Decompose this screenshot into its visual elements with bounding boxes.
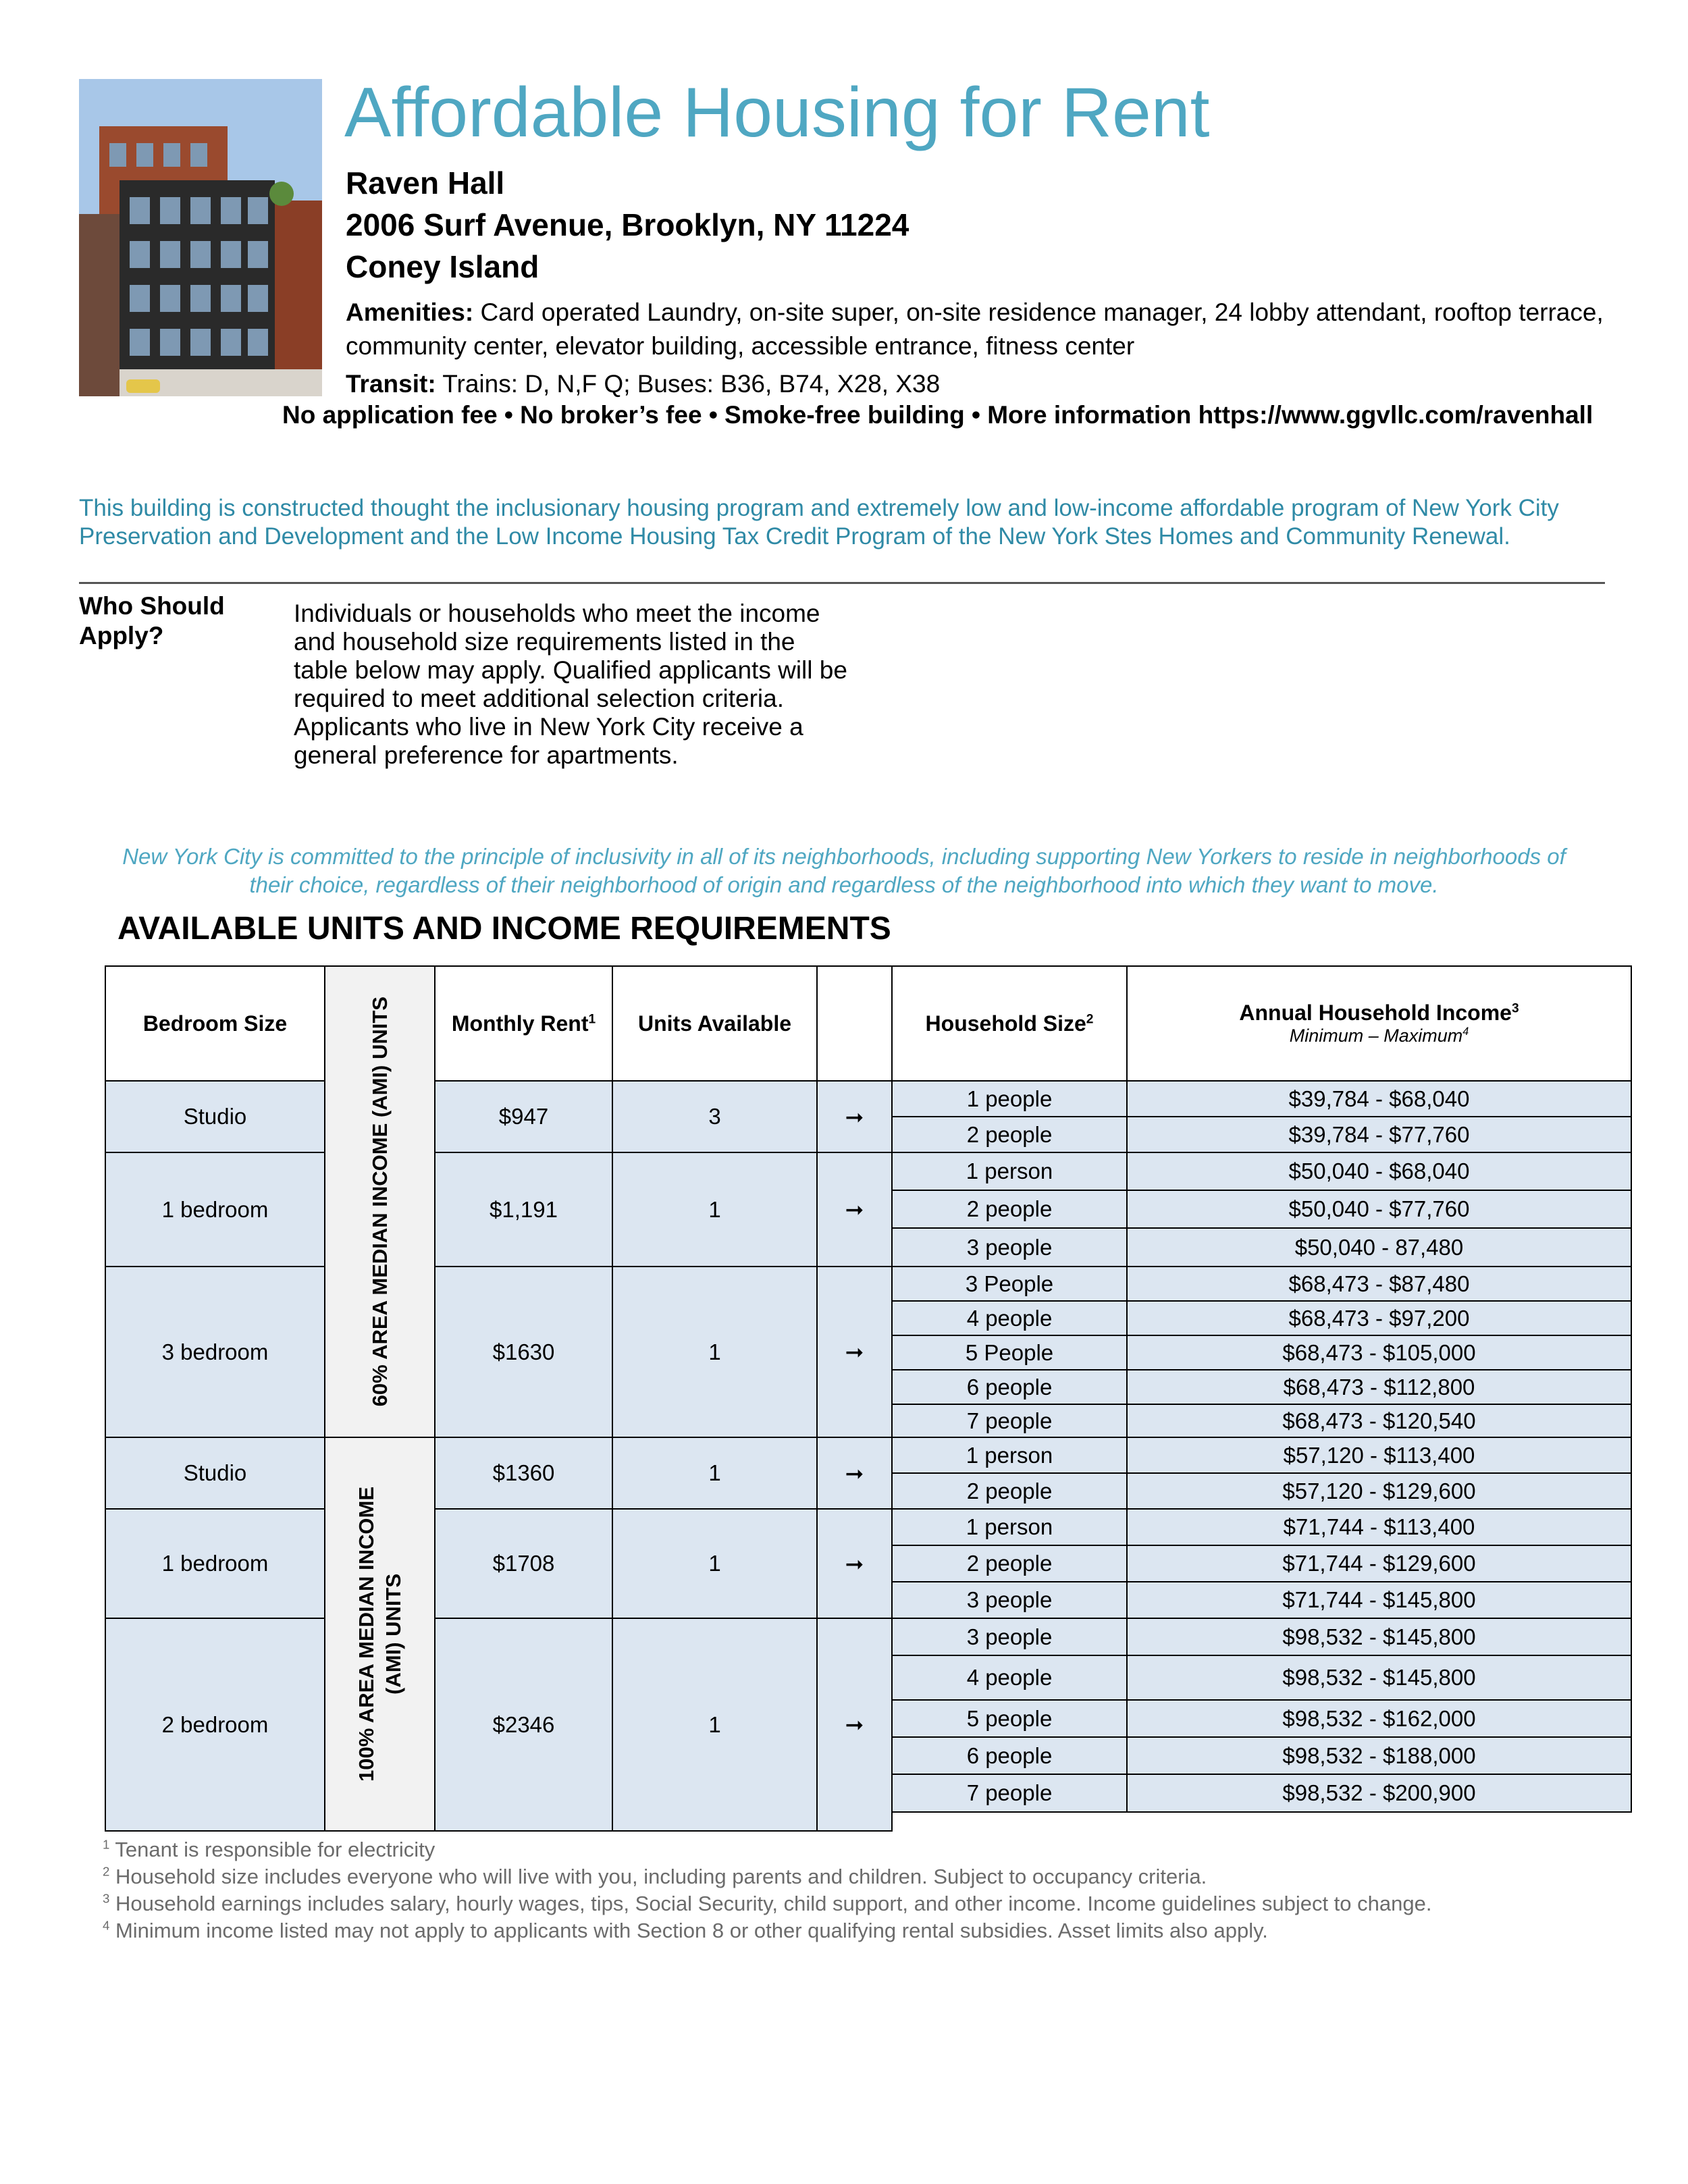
income-range-value: $98,532 - $200,900 <box>1282 1780 1476 1805</box>
income-range-cell <box>1126 1655 1632 1701</box>
monthly-rent-value: $1360 <box>492 1460 555 1485</box>
income-range-value: $68,473 - $112,800 <box>1283 1374 1475 1400</box>
monthly-rent-cell <box>434 1618 613 1832</box>
household-size-value: 7 people <box>966 1780 1053 1805</box>
income-range-value: $98,532 - $145,800 <box>1282 1665 1476 1690</box>
income-range-value: $57,120 - $129,600 <box>1282 1478 1476 1503</box>
income-range-cell <box>1126 1152 1632 1191</box>
header-units-available-label: Units Available <box>637 1011 792 1036</box>
household-size-cell <box>891 1190 1128 1229</box>
units-available-cell <box>612 1152 818 1267</box>
bedroom-size-cell <box>105 1437 325 1510</box>
household-size-cell <box>891 1699 1128 1738</box>
monthly-rent-text: Monthly Rent <box>451 1011 589 1036</box>
bedroom-size-value: 1 bedroom <box>161 1196 269 1222</box>
footnote-4 <box>103 1917 1656 1944</box>
household-size-cell <box>891 1774 1128 1813</box>
footnote-number: 3 <box>103 1891 110 1906</box>
income-range-value: $57,120 - $113,400 <box>1283 1442 1475 1468</box>
bedroom-size-value: 1 bedroom <box>161 1551 269 1576</box>
footnote-text: Tenant is responsible for electricity <box>115 1838 436 1861</box>
household-size-footnote-ref: 2 <box>1086 1011 1094 1026</box>
household-size-value: 3 people <box>966 1234 1053 1260</box>
income-range-value: $50,040 - $77,760 <box>1288 1196 1470 1221</box>
bedroom-size-cell <box>105 1618 325 1832</box>
building-address: 2006 Surf Avenue, Brooklyn, NY 11224 <box>346 207 909 242</box>
ami-100-label-line1: 100% AREA MEDIAN INCOME <box>354 1487 378 1782</box>
right-arrow-icon: ➞ <box>845 1104 864 1129</box>
income-range-cell <box>1126 1774 1632 1813</box>
footnote-number: 2 <box>103 1864 110 1879</box>
income-range-cell <box>1126 1545 1632 1582</box>
arrow-cell <box>816 1152 893 1267</box>
header-bedroom-size-label: Bedroom Size <box>142 1011 288 1036</box>
bedroom-size-value: Studio <box>183 1460 247 1485</box>
units-section-title: AVAILABLE UNITS AND INCOME REQUIREMENTS <box>117 911 891 947</box>
bedroom-size-value: 3 bedroom <box>161 1339 269 1364</box>
ami-60-label: 60% AREA MEDIAN INCOME (AMI) UNITS <box>367 996 392 1407</box>
footnotes <box>103 1836 1656 1944</box>
income-range-value: $68,473 - $105,000 <box>1282 1339 1476 1365</box>
header-annual-income-label <box>1239 1001 1519 1026</box>
monthly-rent-value: $1708 <box>492 1551 555 1576</box>
monthly-rent-value: $2346 <box>492 1711 555 1737</box>
footnote-text: Minimum income listed may not apply to applicants with Section 8 or other qualifying rental subsidies. Asset limits also apply. <box>115 1919 1268 1942</box>
monthly-rent-cell <box>434 1508 613 1619</box>
monthly-rent-footnote-ref: 1 <box>588 1011 596 1026</box>
income-range-value: $39,784 - $77,760 <box>1288 1121 1470 1147</box>
household-size-value: 2 people <box>966 1551 1053 1576</box>
income-range-cell <box>1126 1618 1632 1656</box>
household-size-value: 3 People <box>965 1271 1054 1296</box>
income-range-value: $98,532 - $188,000 <box>1282 1742 1476 1768</box>
amenities-text: Card operated Laundry, on-site super, on-site residence manager, 24 lobby attendant, rooftop terrace, community center, elevator building, accessible entrance, fitness center <box>346 298 1604 360</box>
right-arrow-icon: ➞ <box>845 1551 864 1576</box>
bedroom-size-value: 2 bedroom <box>161 1711 269 1737</box>
transit-text: Trains: D, N,F Q; Buses: B36, B74, X28, X38 <box>442 370 941 398</box>
household-size-cell <box>891 1655 1128 1701</box>
transit-label: Transit: <box>346 370 436 398</box>
arrow-cell <box>816 1437 893 1510</box>
units-available-value: 1 <box>708 1460 721 1485</box>
program-description: This building is constructed thought the inclusionary housing program and extremely low and low-income affordable program of New York City Preservation and Development and the Low Income Housing Tax Credit Program of the New York Stes Homes and Community Renewal. <box>79 495 1559 550</box>
income-range-value: $50,040 - $68,040 <box>1288 1158 1470 1183</box>
income-range-value: $71,744 - $129,600 <box>1282 1551 1476 1576</box>
amenities-label: Amenities: <box>346 298 474 326</box>
building-name: Raven Hall <box>346 165 505 201</box>
monthly-rent-value: $1,191 <box>490 1196 558 1222</box>
income-range-cell <box>1126 1227 1632 1267</box>
units-available-cell <box>612 1437 818 1510</box>
units-available-value: 3 <box>708 1104 721 1129</box>
income-range-value: $68,473 - $87,480 <box>1288 1271 1470 1296</box>
bedroom-size-cell <box>105 1266 325 1438</box>
household-size-text: Household Size <box>925 1011 1086 1036</box>
household-size-cell <box>891 1581 1128 1619</box>
income-range-cell <box>1126 1080 1632 1117</box>
household-size-cell <box>891 1227 1128 1267</box>
neighborhood: Coney Island <box>346 249 539 284</box>
footnote-1 <box>103 1836 1656 1863</box>
page-title: Affordable Housing for Rent <box>344 74 1210 152</box>
income-range-cell <box>1126 1266 1632 1302</box>
income-range-cell <box>1126 1404 1632 1438</box>
footnote-number: 1 <box>103 1837 110 1852</box>
units-available-value: 1 <box>708 1339 721 1364</box>
units-available-cell <box>612 1266 818 1438</box>
footnote-2 <box>103 1863 1656 1890</box>
household-size-cell <box>891 1369 1128 1405</box>
units-available-cell <box>612 1080 818 1153</box>
household-size-value: 4 people <box>966 1305 1053 1331</box>
building-photo <box>79 79 322 396</box>
transit <box>346 370 940 398</box>
household-size-value: 2 people <box>966 1121 1053 1147</box>
footnote-number: 4 <box>103 1918 110 1933</box>
ami-100-label-line2: (AMI) UNITS <box>381 1573 405 1695</box>
income-range-cell <box>1126 1581 1632 1619</box>
monthly-rent-value: $1630 <box>492 1339 555 1364</box>
units-available-value: 1 <box>708 1551 721 1576</box>
footnote-text: Household earnings includes salary, hourly wages, tips, Social Security, child support, and other income. Income guidelines subject to change. <box>115 1892 1432 1915</box>
income-range-cell <box>1126 1699 1632 1738</box>
household-size-cell <box>891 1618 1128 1656</box>
household-size-value: 6 people <box>966 1374 1053 1400</box>
arrow-cell <box>816 1618 893 1832</box>
arrow-cell <box>816 1080 893 1153</box>
header-household-size <box>891 965 1128 1082</box>
household-size-cell <box>891 1080 1128 1117</box>
who-should-apply-text: Individuals or households who meet the income and household size requirements listed in the table below may apply. Qualified applicants will be required to meet additional selection criteria. Applicants who live in New York City receive a general preference for apartments. <box>294 600 847 769</box>
bedroom-size-cell <box>105 1152 325 1267</box>
units-available-cell <box>612 1508 818 1619</box>
household-size-value: 5 people <box>966 1705 1053 1731</box>
income-range-value: $50,040 - 87,480 <box>1294 1234 1464 1260</box>
household-size-value: 4 people <box>966 1665 1053 1690</box>
household-size-cell <box>891 1736 1128 1775</box>
header-annual-income-subtitle <box>1290 1026 1469 1046</box>
arrow-cell <box>816 1508 893 1619</box>
household-size-value: 7 people <box>966 1408 1053 1433</box>
income-range-value: $68,473 - $120,540 <box>1282 1408 1476 1433</box>
income-range-value: $71,744 - $113,400 <box>1283 1514 1475 1539</box>
household-size-value: 3 people <box>966 1624 1053 1649</box>
income-range-value: $71,744 - $145,800 <box>1282 1587 1476 1612</box>
header-units-available <box>612 965 818 1082</box>
household-size-cell <box>891 1545 1128 1582</box>
bedroom-size-value: Studio <box>183 1104 247 1129</box>
household-size-cell <box>891 1404 1128 1438</box>
household-size-cell <box>891 1266 1128 1302</box>
right-arrow-icon: ➞ <box>845 1712 864 1737</box>
income-range-cell <box>1126 1335 1632 1370</box>
income-range-cell <box>1126 1736 1632 1775</box>
income-range-cell <box>1126 1508 1632 1546</box>
header-monthly-rent-label <box>452 1011 596 1036</box>
bedroom-size-cell <box>105 1508 325 1619</box>
header-monthly-rent <box>434 965 613 1082</box>
income-range-cell <box>1126 1116 1632 1153</box>
household-size-value: 3 people <box>966 1587 1053 1612</box>
income-range-cell <box>1126 1437 1632 1474</box>
income-range-cell <box>1126 1300 1632 1336</box>
income-range-cell <box>1126 1190 1632 1229</box>
header-bedroom-size <box>105 965 325 1082</box>
household-size-cell <box>891 1300 1128 1336</box>
footnote-3 <box>103 1890 1656 1917</box>
monthly-rent-cell <box>434 1437 613 1510</box>
household-size-value: 1 person <box>966 1514 1053 1539</box>
income-range-value: $98,532 - $162,000 <box>1282 1705 1476 1731</box>
section-divider <box>79 582 1605 584</box>
income-range-value: $98,532 - $145,800 <box>1282 1624 1476 1649</box>
footnote-text: Household size includes everyone who will live with you, including parents and children. Subject to occupancy criteria. <box>115 1865 1207 1888</box>
right-arrow-icon: ➞ <box>845 1339 864 1364</box>
household-size-value: 2 people <box>966 1478 1053 1503</box>
units-available-value: 1 <box>708 1196 721 1222</box>
annual-income-text: Annual Household Income <box>1239 1001 1512 1025</box>
household-size-value: 1 people <box>966 1086 1053 1111</box>
household-size-cell <box>891 1472 1128 1510</box>
household-size-cell <box>891 1508 1128 1546</box>
monthly-rent-cell <box>434 1080 613 1153</box>
annual-income-footnote-ref: 3 <box>1511 1001 1519 1016</box>
annual-income-sub-text: Minimum – Maximum <box>1289 1026 1463 1046</box>
household-size-cell <box>891 1152 1128 1191</box>
monthly-rent-cell <box>434 1152 613 1267</box>
household-size-cell <box>891 1437 1128 1474</box>
income-range-value: $68,473 - $97,200 <box>1288 1305 1470 1331</box>
right-arrow-icon: ➞ <box>845 1197 864 1222</box>
fees-info-line: No application fee • No broker’s fee • Smoke-free building • More information https://www.ggvllc.com/ravenhall <box>282 401 1593 429</box>
household-size-value: 1 person <box>966 1158 1053 1183</box>
header-household-size-label <box>926 1011 1094 1036</box>
header-annual-income <box>1126 965 1632 1082</box>
ami-100-label-cell <box>324 1437 436 1832</box>
monthly-rent-cell <box>434 1266 613 1438</box>
household-size-value: 5 People <box>965 1339 1054 1365</box>
household-size-cell <box>891 1116 1128 1153</box>
building-illustration <box>79 79 322 396</box>
annual-income-sub-footnote-ref: 4 <box>1462 1026 1469 1038</box>
right-arrow-icon: ➞ <box>845 1460 864 1486</box>
amenities <box>346 296 1629 363</box>
monthly-rent-value: $947 <box>498 1104 549 1129</box>
arrow-cell <box>816 1266 893 1438</box>
inclusivity-statement: New York City is committed to the principle of inclusivity in all of its neighborhoods, including supporting New Yorkers to reside in neighborhoods of their choice, regardless of their neighborhood of origin and regardless of the neighborhood into which they want to move. <box>122 844 1566 897</box>
header-arrow-column <box>816 965 893 1082</box>
household-size-cell <box>891 1335 1128 1370</box>
income-range-cell <box>1126 1472 1632 1510</box>
income-range-value: $39,784 - $68,040 <box>1288 1086 1470 1111</box>
ami-100-label <box>353 1487 407 1782</box>
bedroom-size-cell <box>105 1080 325 1153</box>
income-range-cell <box>1126 1369 1632 1405</box>
units-income-table <box>105 965 1632 1832</box>
units-available-cell <box>612 1618 818 1832</box>
ami-60-label-cell <box>324 965 436 1438</box>
household-size-value: 1 person <box>966 1442 1053 1468</box>
who-should-apply-label: Who Should Apply? <box>79 592 225 649</box>
household-size-value: 2 people <box>966 1196 1053 1221</box>
household-size-value: 6 people <box>966 1742 1053 1768</box>
units-available-value: 1 <box>708 1711 721 1737</box>
